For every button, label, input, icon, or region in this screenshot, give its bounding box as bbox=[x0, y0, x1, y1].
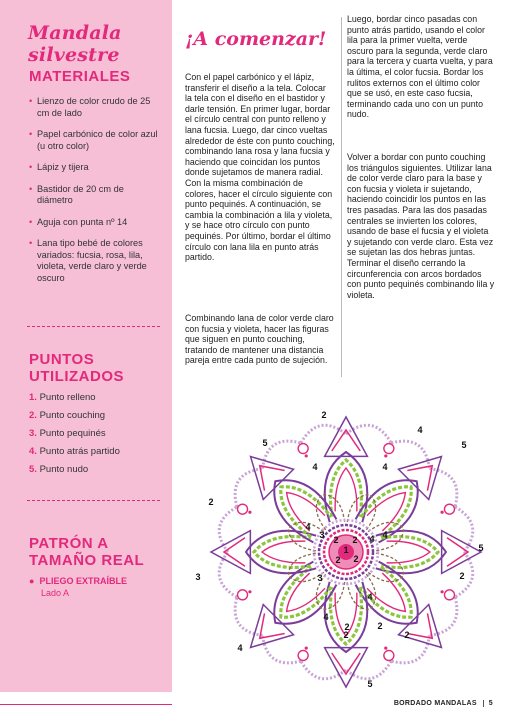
mandala-pattern-diagram bbox=[180, 402, 490, 697]
stitch-label: 2 bbox=[333, 535, 339, 545]
list-item bbox=[29, 410, 120, 428]
footer-rule bbox=[0, 704, 172, 705]
stitch-label: 5 bbox=[461, 440, 467, 450]
stitch-label: 1 bbox=[343, 545, 349, 555]
body-paragraph: Volver a bordar con punto couching los triángulos siguientes. Utilizar lana de color verde claro para la base y con fucsia y violeta ir sujetando, haciendo coincidir los puntos en las tres pasadas. Para las dos pasadas centrales se invierten los colores, usando de base el fucsia y el violeta y sujetando con verde claro. Esta vez se sujetan las dos hebras juntas. Terminar el diseño cerrando la circunferencia con arcos bordados con punto pequinés combinando lila y violeta. bbox=[347, 152, 495, 300]
materials-list bbox=[29, 96, 159, 294]
insert-side: Lado A bbox=[41, 588, 70, 598]
page-number: 5 bbox=[483, 700, 493, 707]
knot-dot bbox=[248, 511, 251, 514]
point-label: Punto relleno bbox=[39, 392, 96, 403]
stitch-label: 2 bbox=[404, 630, 410, 640]
outer-scallop bbox=[429, 469, 456, 507]
petal-pink-line bbox=[367, 493, 405, 531]
pattern-heading bbox=[29, 535, 144, 569]
stitch-label: 4 bbox=[237, 643, 243, 653]
points-heading bbox=[29, 351, 124, 385]
stitch-label: 2 bbox=[335, 555, 341, 565]
outer-scallop bbox=[235, 597, 262, 635]
knot-dot bbox=[384, 454, 387, 457]
stitch-label: 3 bbox=[319, 530, 325, 540]
stitch-label: 2 bbox=[377, 621, 383, 631]
body-paragraph: Combinando lana de color verde claro con fucsia y violeta, hacer las figuras que siguen en punto couching, tratando de mantener una distancia pareja entre cada punto de sujeción. bbox=[185, 313, 334, 366]
column-divider bbox=[341, 17, 342, 377]
stitch-label: 5 bbox=[478, 543, 484, 553]
stitch-label: 2 bbox=[321, 410, 327, 420]
sidebar-panel bbox=[0, 0, 172, 692]
point-number: 4. bbox=[29, 446, 37, 457]
point-number: 3. bbox=[29, 428, 37, 439]
outer-scallop bbox=[391, 441, 429, 468]
point-label: Punto nudo bbox=[39, 464, 89, 475]
outer-scallop bbox=[391, 635, 429, 662]
points-heading-line2: UTILIZADOS bbox=[29, 368, 124, 385]
stitch-label: 4 bbox=[312, 462, 318, 472]
stitch-label: 2 bbox=[344, 622, 350, 632]
knot-dot bbox=[305, 646, 308, 649]
curl-motif bbox=[238, 504, 248, 514]
section-divider bbox=[27, 500, 160, 501]
stitch-label: 2 bbox=[208, 497, 214, 507]
materials-heading: MATERIALES bbox=[29, 68, 131, 85]
point-number: 5. bbox=[29, 464, 37, 475]
footer-text bbox=[394, 700, 493, 707]
point-label: Punto pequinés bbox=[39, 428, 106, 439]
list-item: • Aguja con punta nº 14 bbox=[29, 217, 159, 229]
list-item: • Lana tipo bebé de colores variados: fucsia, rosa, lila, violeta, verde claro y verde oscuro bbox=[29, 238, 159, 284]
knot-dot bbox=[248, 590, 251, 593]
stitch-label: 2 bbox=[352, 535, 358, 545]
pattern-heading-line1: PATRÓN A bbox=[29, 535, 109, 552]
stitch-label: 2 bbox=[343, 630, 349, 640]
stitch-label: 4 bbox=[382, 530, 388, 540]
curl-motif bbox=[298, 650, 308, 660]
list-item: • Lápiz y tijera bbox=[29, 162, 159, 174]
list-item: • Papel carbónico de color azul (u otro color) bbox=[29, 129, 159, 152]
stitch-label: 3 bbox=[317, 573, 323, 583]
stitch-label: 4 bbox=[369, 534, 375, 544]
footer-section: BORDADO MANDALAS bbox=[393, 700, 477, 707]
petal-pink-line bbox=[387, 541, 430, 563]
points-list bbox=[29, 392, 120, 482]
curl-motif bbox=[384, 444, 394, 454]
list-item bbox=[29, 446, 120, 464]
stitch-label: 5 bbox=[367, 679, 373, 689]
petal-pink-line bbox=[367, 573, 405, 611]
outer-spike bbox=[442, 531, 484, 574]
petal-pink-line bbox=[335, 468, 357, 511]
list-item: • Bastidor de 20 cm de diámetro bbox=[29, 184, 159, 207]
body-paragraph: Luego, bordar cinco pasadas con punto atrás partido, usando el color lila para la primer vuelta, verde oscuro para la segunda, verde claro para la tercera y cuarta vuelta, y para la última, el color fucsia. Bordar los rulitos externos con el último color que se usó, en este caso fucsia, terminando cada uno con un punto nudo. bbox=[347, 14, 493, 120]
section-divider bbox=[27, 326, 160, 327]
outer-scallop bbox=[235, 469, 262, 507]
list-item bbox=[29, 392, 120, 410]
stitch-label: 4 bbox=[382, 462, 388, 472]
stitch-label: 3 bbox=[195, 572, 201, 582]
outer-spike bbox=[325, 648, 368, 687]
page-footer bbox=[0, 700, 510, 710]
stitch-label: 4 bbox=[417, 425, 423, 435]
stitch-label: 5 bbox=[262, 438, 268, 448]
stitch-label: 4 bbox=[323, 612, 329, 622]
knot-dot bbox=[384, 646, 387, 649]
main-heading: ¡A comenzar! bbox=[185, 28, 327, 50]
list-item bbox=[29, 428, 120, 446]
outer-scallop bbox=[263, 635, 301, 662]
curl-motif bbox=[238, 590, 248, 600]
points-heading-line1: PUNTOS bbox=[29, 351, 95, 368]
stitch-label: 2 bbox=[459, 571, 465, 581]
curl-motif bbox=[384, 650, 394, 660]
knot-dot bbox=[440, 590, 443, 593]
curl-motif bbox=[444, 590, 454, 600]
stitch-label: 4 bbox=[305, 522, 311, 532]
point-number: 2. bbox=[29, 410, 37, 421]
insert-note bbox=[29, 575, 127, 599]
outer-scallop bbox=[429, 597, 456, 635]
curl-motif bbox=[298, 444, 308, 454]
pattern-heading-line2: TAMAÑO REAL bbox=[29, 552, 145, 569]
knot-dot bbox=[440, 511, 443, 514]
petal-pink-line bbox=[262, 541, 305, 563]
inner-petal bbox=[316, 495, 344, 530]
point-label: Punto atrás partido bbox=[39, 446, 120, 457]
point-label: Punto couching bbox=[39, 410, 106, 421]
outer-spike bbox=[211, 531, 250, 574]
list-item bbox=[29, 464, 120, 482]
body-paragraph: Con el papel carbónico y el lápiz, transferir el diseño a la tela. Colocar la tela con el diseño en el bastidor y darle tensión. En primer lugar, bordar el círculo central con punto relleno y lana fucsia. Luego, dar cinco vueltas alrededor de éste con punto couching, combinando lana rosa y lana fucsia y haciendo que coincidan los puntos donde sujetamos de manera radial. Con la misma combinación de colores, hacer el círculo siguiente con punto pequinés. A continuación, se cambia la combinación a lila y violeta, y se hace otro círculo con punto pequinés. Por último, bordar el último círculo con lana lila en punto atrás partido. bbox=[185, 72, 335, 263]
stitch-label: 4 bbox=[367, 592, 373, 602]
knot-dot bbox=[305, 454, 308, 457]
outer-spike bbox=[325, 417, 368, 456]
stitch-label: 2 bbox=[353, 554, 359, 564]
point-number: 1. bbox=[29, 392, 37, 403]
insert-label: ● PLIEGO EXTRAÍBLE bbox=[29, 575, 127, 587]
list-item: • Lienzo de color crudo de 25 cm de lado bbox=[29, 96, 159, 119]
curl-motif bbox=[444, 504, 454, 514]
outer-scallop bbox=[263, 441, 301, 468]
brand-title: Mandala silvestre bbox=[28, 22, 122, 66]
